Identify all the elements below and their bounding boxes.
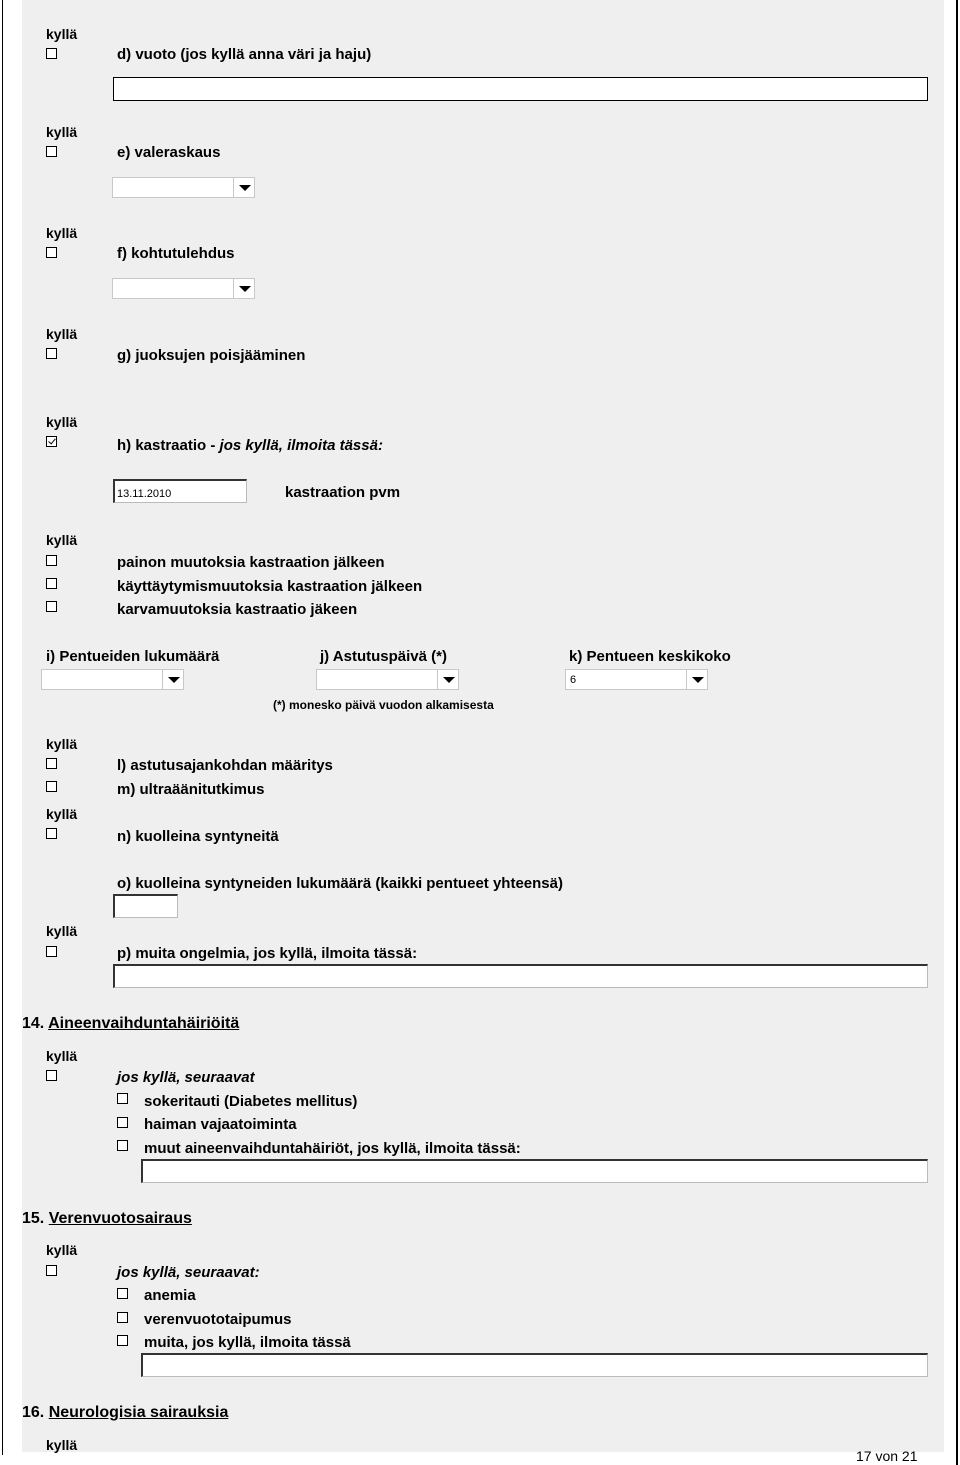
label-weight-change: painon muutoksia kastraation jälkeen [117, 554, 385, 571]
checkbox-mating-timing[interactable] [46, 758, 57, 769]
checkbox-s15-opt-3[interactable] [117, 1335, 128, 1346]
dropdown-litter-size[interactable] [565, 669, 708, 690]
label-g: g) juoksujen poisjääminen [117, 347, 306, 364]
section-16-number: 16. [22, 1404, 45, 1421]
yes-label: kyllä [46, 414, 78, 430]
checkbox-s15-opt-2[interactable] [117, 1312, 128, 1323]
yes-label: kyllä [46, 225, 78, 241]
checkbox-coat-change[interactable] [46, 601, 57, 612]
checkbox-h-checked[interactable] [46, 436, 57, 447]
label-d: d) vuoto (jos kyllä anna väri ja haju) [117, 46, 372, 63]
section-15-heading: Verenvuotosairaus [48, 1210, 192, 1227]
checkbox-s15[interactable] [46, 1265, 57, 1276]
checkbox-e[interactable] [46, 146, 57, 157]
label-behaviour-change: käyttäytymismuutoksia kastraation jälkeen [117, 578, 423, 595]
label-h [117, 437, 383, 454]
checkbox-behaviour-change[interactable] [46, 578, 57, 589]
checkbox-s14-opt-1[interactable] [117, 1093, 128, 1104]
yes-label: kyllä [46, 124, 78, 140]
s14-opt-3: muut aineenvaihduntahäiriöt, jos kyllä, ilmoita tässä: [144, 1140, 521, 1157]
label-stillborn: n) kuolleina syntyneitä [117, 828, 279, 845]
checkbox-g[interactable] [46, 348, 57, 359]
dropdown-mating-day[interactable] [316, 669, 459, 690]
s14-opt-1: sokeritauti (Diabetes mellitus) [144, 1093, 358, 1110]
label-stillborn-count: o) kuolleina syntyneiden lukumäärä (kaikki pentueet yhteensä) [117, 875, 563, 892]
yes-label: kyllä [46, 532, 78, 548]
label-litter-size: k) Pentueen keskikoko [569, 648, 731, 665]
s15-opt-2: verenvuototaipumus [144, 1311, 292, 1328]
section-16-heading: Neurologisia sairauksia [48, 1404, 229, 1421]
checkbox-weight-change[interactable] [46, 555, 57, 566]
page-number: 17 von 21 [856, 1448, 918, 1464]
label-ultrasound: m) ultraäänitutkimus [117, 781, 265, 798]
checkbox-stillborn[interactable] [46, 828, 57, 839]
s15-other-field[interactable] [141, 1353, 928, 1377]
section-14-heading: Aineenvaihduntahäiriöitä [48, 1015, 240, 1032]
label-e: e) valeraskaus [117, 144, 221, 161]
other-problems-field[interactable] [113, 964, 928, 988]
yes-label: kyllä [46, 1048, 78, 1064]
litter-size-value: 6 [570, 674, 577, 686]
checkbox-f[interactable] [46, 247, 57, 258]
yes-label: kyllä [46, 923, 78, 939]
mating-day-note: (*) monesko päivä vuodon alkamisesta [273, 698, 494, 712]
yes-label: kyllä [46, 326, 78, 342]
castration-date-label: kastraation pvm [285, 484, 401, 501]
text-field-d[interactable] [113, 77, 928, 101]
s15-opt-1: anemia [144, 1287, 196, 1304]
section-15-number: 15. [22, 1210, 45, 1227]
dropdown-e[interactable] [112, 177, 255, 198]
left-border [2, 0, 3, 1455]
checkbox-s15-opt-1[interactable] [117, 1288, 128, 1299]
yes-label: kyllä [46, 1242, 78, 1258]
checkbox-other-problems[interactable] [46, 946, 57, 957]
yes-label: kyllä [46, 806, 78, 822]
label-coat-change: karvamuutoksia kastraatio jäkeen [117, 601, 358, 618]
s14-opt-2: haiman vajaatoiminta [144, 1116, 297, 1133]
dropdown-f[interactable] [112, 278, 255, 299]
label-f: f) kohtutulehdus [117, 245, 235, 262]
castration-date-field[interactable] [113, 479, 247, 503]
checkbox-s14-opt-3[interactable] [117, 1140, 128, 1151]
checkbox-s14[interactable] [46, 1070, 57, 1081]
section-14-title [22, 1015, 239, 1033]
s14-other-field[interactable] [141, 1159, 928, 1183]
chevron-down-icon[interactable] [162, 670, 183, 689]
chevron-down-icon[interactable] [437, 670, 458, 689]
yes-label: kyllä [46, 736, 78, 752]
label-mating-day: j) Astutuspäivä (*) [320, 648, 447, 665]
label-h-prefix: h) kastraatio - [117, 437, 220, 454]
label-other-problems: p) muita ongelmia, jos kyllä, ilmoita tässä: [117, 945, 418, 962]
label-h-hint: jos kyllä, ilmoita tässä: [219, 437, 383, 454]
stillborn-count-field[interactable] [113, 894, 178, 918]
yes-label: kyllä [46, 26, 78, 42]
chevron-down-icon[interactable] [233, 178, 254, 197]
dropdown-litters-count[interactable] [41, 669, 184, 690]
s15-opt-3: muita, jos kyllä, ilmoita tässä [144, 1334, 351, 1351]
s14-lead: jos kyllä, seuraavat [117, 1069, 255, 1086]
section-14-number: 14. [22, 1015, 45, 1032]
label-litters-count: i) Pentueiden lukumäärä [46, 648, 220, 665]
checkbox-d[interactable] [46, 48, 57, 59]
checkbox-s14-opt-2[interactable] [117, 1117, 128, 1128]
label-mating-timing: l) astutusajankohdan määritys [117, 757, 333, 774]
section-15-title [22, 1210, 192, 1228]
section-16-title [22, 1404, 228, 1422]
right-border [956, 0, 958, 1465]
form-panel [22, 0, 944, 1452]
castration-date-value: 13.11.2010 [117, 488, 172, 500]
chevron-down-icon[interactable] [233, 279, 254, 298]
chevron-down-icon[interactable] [686, 670, 707, 689]
yes-label: kyllä [46, 1437, 78, 1453]
checkbox-ultrasound[interactable] [46, 781, 57, 792]
s15-lead: jos kyllä, seuraavat: [117, 1264, 260, 1281]
